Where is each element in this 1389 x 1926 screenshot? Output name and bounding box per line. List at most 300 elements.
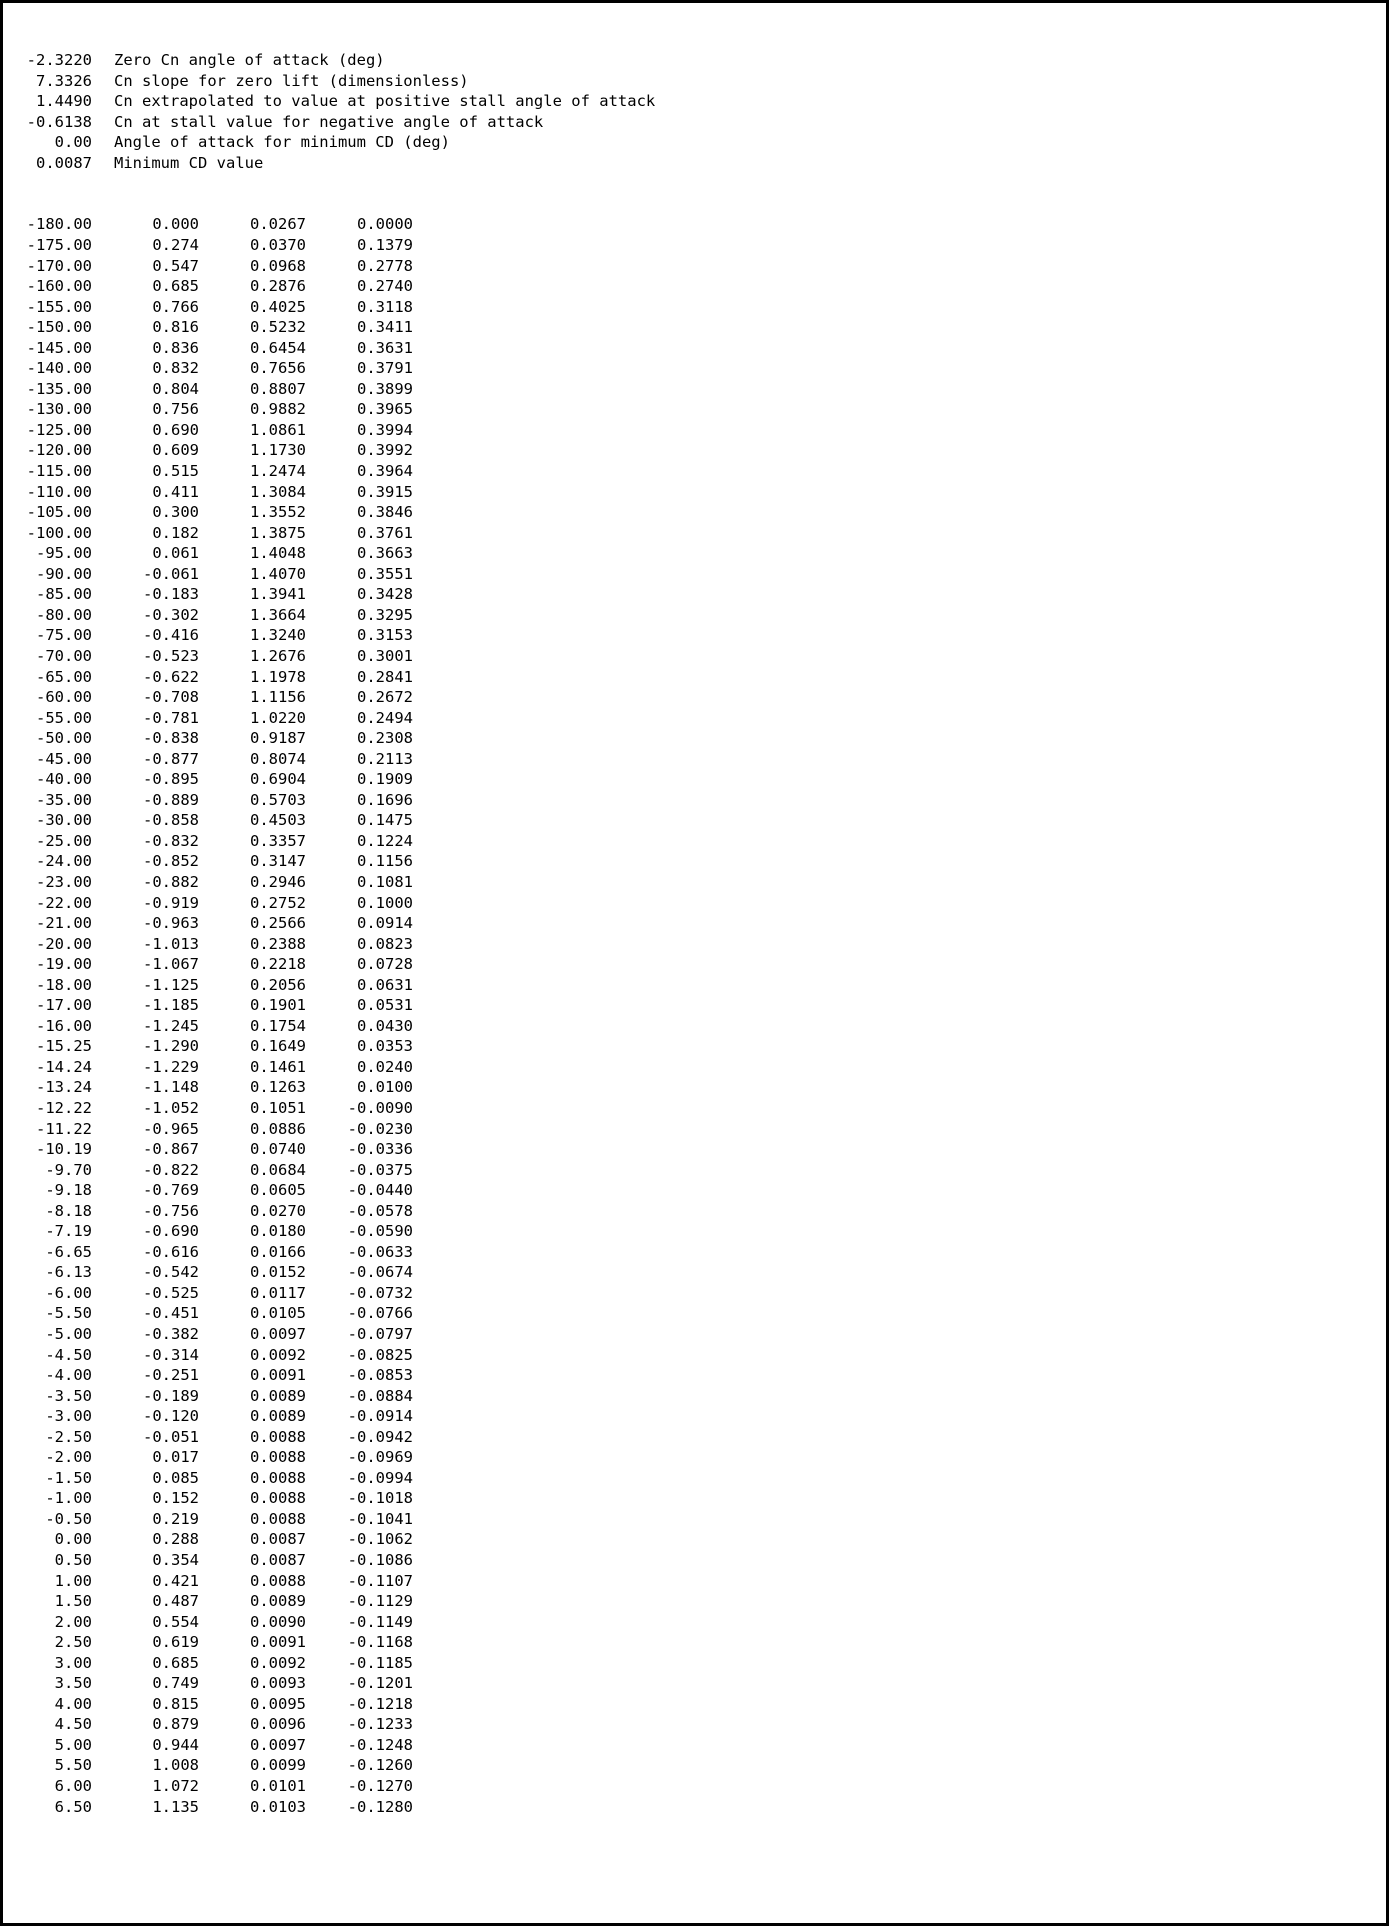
alpha-cell: 6.50	[54, 1797, 92, 1816]
cl-cell: -0.781	[143, 708, 199, 727]
table-row	[7, 893, 1386, 914]
alpha-cell: -75.00	[36, 626, 92, 645]
table-row	[7, 564, 1386, 585]
header-row	[7, 71, 1386, 92]
cd-cell: 0.2566	[250, 914, 306, 933]
cl-cell: 0.690	[152, 420, 199, 439]
cm-cell: 0.1696	[357, 790, 413, 809]
header-value: 7.3326	[36, 71, 92, 90]
cd-cell: 0.2056	[250, 975, 306, 994]
cd-cell: 1.1978	[250, 667, 306, 686]
alpha-cell: -175.00	[26, 236, 92, 255]
cm-cell: -0.1185	[347, 1653, 413, 1672]
cl-cell: 0.152	[152, 1489, 199, 1508]
cm-cell: 0.0353	[357, 1037, 413, 1056]
table-row	[7, 687, 1386, 708]
table-row	[7, 769, 1386, 790]
data-block	[7, 214, 1386, 1817]
alpha-cell: 5.00	[54, 1735, 92, 1754]
cl-cell: 0.832	[152, 359, 199, 378]
table-row	[7, 1345, 1386, 1366]
alpha-cell: -12.22	[36, 1098, 92, 1117]
alpha-cell: -19.00	[36, 955, 92, 974]
alpha-cell: -2.00	[45, 1448, 92, 1467]
cm-cell: 0.3761	[357, 523, 413, 542]
header-row	[7, 112, 1386, 133]
cd-cell: 1.1730	[250, 441, 306, 460]
table-row	[7, 1714, 1386, 1735]
cl-cell: 0.219	[152, 1509, 199, 1528]
cd-cell: 0.1649	[250, 1037, 306, 1056]
cm-cell: -0.1149	[347, 1612, 413, 1631]
cd-cell: 0.6454	[250, 338, 306, 357]
cd-cell: 0.0089	[250, 1386, 306, 1405]
table-row	[7, 276, 1386, 297]
table-row	[7, 872, 1386, 893]
table-row	[7, 954, 1386, 975]
cl-cell: -0.858	[143, 811, 199, 830]
cl-cell: -0.061	[143, 564, 199, 583]
table-row	[7, 646, 1386, 667]
cm-cell: 0.3899	[357, 379, 413, 398]
table-row	[7, 1673, 1386, 1694]
cd-cell: 1.3240	[250, 626, 306, 645]
alpha-cell: -10.19	[36, 1140, 92, 1159]
alpha-cell: -1.00	[45, 1489, 92, 1508]
cl-cell: -0.189	[143, 1386, 199, 1405]
cl-cell: 0.685	[152, 1653, 199, 1672]
alpha-cell: -22.00	[36, 893, 92, 912]
table-row	[7, 1591, 1386, 1612]
header-value: 0.00	[54, 133, 92, 152]
cl-cell: -0.523	[143, 646, 199, 665]
cd-cell: 1.3084	[250, 482, 306, 501]
cd-cell: 0.0605	[250, 1181, 306, 1200]
cm-cell: -0.0578	[347, 1201, 413, 1220]
cd-cell: 1.4070	[250, 564, 306, 583]
alpha-cell: -90.00	[36, 564, 92, 583]
alpha-cell: -85.00	[36, 585, 92, 604]
table-row	[7, 1612, 1386, 1633]
cm-cell: -0.1260	[347, 1756, 413, 1775]
cl-cell: -0.302	[143, 605, 199, 624]
cm-cell: 0.3428	[357, 585, 413, 604]
table-row	[7, 810, 1386, 831]
alpha-cell: -6.00	[45, 1283, 92, 1302]
alpha-cell: -160.00	[26, 277, 92, 296]
cm-cell: 0.3551	[357, 564, 413, 583]
cl-cell: -0.525	[143, 1283, 199, 1302]
cl-cell: 0.756	[152, 400, 199, 419]
table-row	[7, 1386, 1386, 1407]
alpha-cell: -8.18	[45, 1201, 92, 1220]
cm-cell: 0.1475	[357, 811, 413, 830]
cl-cell: -0.919	[143, 893, 199, 912]
alpha-cell: -115.00	[26, 462, 92, 481]
cd-cell: 0.0088	[250, 1489, 306, 1508]
alpha-cell: -25.00	[36, 831, 92, 850]
cd-cell: 0.2388	[250, 934, 306, 953]
cm-cell: -0.0732	[347, 1283, 413, 1302]
cd-cell: 0.0267	[250, 215, 306, 234]
alpha-cell: -17.00	[36, 996, 92, 1015]
cl-cell: -1.013	[143, 934, 199, 953]
cm-cell: -0.0994	[347, 1468, 413, 1487]
cm-cell: 0.3915	[357, 482, 413, 501]
alpha-cell: -80.00	[36, 605, 92, 624]
cl-cell: -0.183	[143, 585, 199, 604]
cl-cell: -0.963	[143, 914, 199, 933]
cd-cell: 0.0101	[250, 1777, 306, 1796]
alpha-cell: -70.00	[36, 646, 92, 665]
cm-cell: -0.0969	[347, 1448, 413, 1467]
cd-cell: 0.1754	[250, 1016, 306, 1035]
cm-cell: 0.2113	[357, 749, 413, 768]
table-row	[7, 1468, 1386, 1489]
alpha-cell: -0.50	[45, 1509, 92, 1528]
cm-cell: 0.1379	[357, 236, 413, 255]
cd-cell: 0.0097	[250, 1735, 306, 1754]
cm-cell: -0.0884	[347, 1386, 413, 1405]
cm-cell: 0.0914	[357, 914, 413, 933]
alpha-cell: -100.00	[26, 523, 92, 542]
cm-cell: 0.3118	[357, 297, 413, 316]
cd-cell: 0.3147	[250, 852, 306, 871]
alpha-cell: -120.00	[26, 441, 92, 460]
header-label: Minimum CD value	[114, 153, 264, 172]
cl-cell: -1.148	[143, 1078, 199, 1097]
alpha-cell: 6.00	[54, 1777, 92, 1796]
cd-cell: 0.1461	[250, 1057, 306, 1076]
cd-cell: 0.0092	[250, 1345, 306, 1364]
cm-cell: -0.0230	[347, 1119, 413, 1138]
cl-cell: 0.815	[152, 1694, 199, 1713]
table-row	[7, 728, 1386, 749]
table-row	[7, 1447, 1386, 1468]
table-row	[7, 708, 1386, 729]
cl-cell: -0.822	[143, 1160, 199, 1179]
header-row	[7, 50, 1386, 71]
table-row	[7, 1427, 1386, 1448]
cm-cell: -0.0674	[347, 1263, 413, 1282]
cd-cell: 1.0220	[250, 708, 306, 727]
alpha-cell: -3.00	[45, 1407, 92, 1426]
cd-cell: 0.4503	[250, 811, 306, 830]
header-label: Cn extrapolated to value at positive stall angle of attack	[114, 92, 656, 111]
cl-cell: -0.756	[143, 1201, 199, 1220]
alpha-cell: -110.00	[26, 482, 92, 501]
cl-cell: -0.832	[143, 831, 199, 850]
cm-cell: 0.3295	[357, 605, 413, 624]
cm-cell: -0.0375	[347, 1160, 413, 1179]
cd-cell: 0.0095	[250, 1694, 306, 1713]
alpha-cell: -11.22	[36, 1119, 92, 1138]
table-row	[7, 1488, 1386, 1509]
table-row	[7, 1283, 1386, 1304]
cd-cell: 0.0091	[250, 1633, 306, 1652]
alpha-cell: -7.19	[45, 1222, 92, 1241]
cd-cell: 0.0117	[250, 1283, 306, 1302]
cm-cell: 0.0728	[357, 955, 413, 974]
cd-cell: 1.1156	[250, 688, 306, 707]
cm-cell: -0.1270	[347, 1777, 413, 1796]
alpha-cell: 1.00	[54, 1571, 92, 1590]
table-row	[7, 584, 1386, 605]
alpha-cell: -135.00	[26, 379, 92, 398]
alpha-cell: -130.00	[26, 400, 92, 419]
table-row	[7, 338, 1386, 359]
table-row	[7, 214, 1386, 235]
cd-cell: 1.3941	[250, 585, 306, 604]
table-row	[7, 440, 1386, 461]
cm-cell: 0.3153	[357, 626, 413, 645]
cm-cell: 0.3791	[357, 359, 413, 378]
alpha-cell: -3.50	[45, 1386, 92, 1405]
table-row	[7, 1529, 1386, 1550]
table-row	[7, 1735, 1386, 1756]
cm-cell: 0.3965	[357, 400, 413, 419]
cl-cell: 0.515	[152, 462, 199, 481]
cd-cell: 0.0370	[250, 236, 306, 255]
alpha-cell: -60.00	[36, 688, 92, 707]
cl-cell: 0.085	[152, 1468, 199, 1487]
cl-cell: -0.852	[143, 852, 199, 871]
cl-cell: -0.838	[143, 729, 199, 748]
table-row	[7, 1119, 1386, 1140]
cm-cell: 0.3411	[357, 318, 413, 337]
alpha-cell: 2.50	[54, 1633, 92, 1652]
cl-cell: 0.685	[152, 277, 199, 296]
cm-cell: 0.2308	[357, 729, 413, 748]
table-row	[7, 1365, 1386, 1386]
cl-cell: 0.354	[152, 1551, 199, 1570]
header-label: Cn at stall value for negative angle of attack	[114, 112, 544, 131]
cl-cell: -0.622	[143, 667, 199, 686]
cm-cell: 0.0240	[357, 1057, 413, 1076]
table-row	[7, 399, 1386, 420]
cl-cell: -0.542	[143, 1263, 199, 1282]
alpha-cell: -6.65	[45, 1242, 92, 1261]
table-row	[7, 975, 1386, 996]
cl-cell: -1.067	[143, 955, 199, 974]
cm-cell: 0.2841	[357, 667, 413, 686]
table-row	[7, 1036, 1386, 1057]
table-row	[7, 790, 1386, 811]
cm-cell: -0.0853	[347, 1366, 413, 1385]
table-row	[7, 831, 1386, 852]
cm-cell: -0.0440	[347, 1181, 413, 1200]
cd-cell: 0.0090	[250, 1612, 306, 1631]
cd-cell: 0.5232	[250, 318, 306, 337]
cm-cell: -0.0914	[347, 1407, 413, 1426]
cl-cell: 0.554	[152, 1612, 199, 1631]
table-row	[7, 1201, 1386, 1222]
alpha-cell: -105.00	[26, 503, 92, 522]
alpha-cell: -16.00	[36, 1016, 92, 1035]
alpha-cell: -30.00	[36, 811, 92, 830]
table-row	[7, 523, 1386, 544]
table-row	[7, 1776, 1386, 1797]
cd-cell: 0.0099	[250, 1756, 306, 1775]
cm-cell: -0.0825	[347, 1345, 413, 1364]
cl-cell: -1.125	[143, 975, 199, 994]
cm-cell: 0.0531	[357, 996, 413, 1015]
cl-cell: -0.708	[143, 688, 199, 707]
table-row	[7, 1509, 1386, 1530]
alpha-cell: -5.50	[45, 1304, 92, 1323]
cd-cell: 0.0089	[250, 1407, 306, 1426]
cl-cell: 0.944	[152, 1735, 199, 1754]
cm-cell: 0.3846	[357, 503, 413, 522]
header-label: Angle of attack for minimum CD (deg)	[114, 133, 450, 152]
table-row	[7, 1571, 1386, 1592]
alpha-cell: -9.18	[45, 1181, 92, 1200]
cm-cell: -0.1107	[347, 1571, 413, 1590]
cl-cell: 0.619	[152, 1633, 199, 1652]
cd-cell: 0.8807	[250, 379, 306, 398]
table-row	[7, 1303, 1386, 1324]
cm-cell: -0.1018	[347, 1489, 413, 1508]
alpha-cell: -4.50	[45, 1345, 92, 1364]
table-row	[7, 1077, 1386, 1098]
cd-cell: 0.0089	[250, 1592, 306, 1611]
table-row	[7, 605, 1386, 626]
cd-cell: 0.7656	[250, 359, 306, 378]
cd-cell: 0.3357	[250, 831, 306, 850]
cl-cell: 0.487	[152, 1592, 199, 1611]
cd-cell: 0.0088	[250, 1509, 306, 1528]
cd-cell: 0.0968	[250, 256, 306, 275]
coefficient-listing	[3, 9, 1386, 1858]
alpha-cell: 4.00	[54, 1694, 92, 1713]
alpha-cell: -9.70	[45, 1160, 92, 1179]
table-row	[7, 1694, 1386, 1715]
table-row	[7, 851, 1386, 872]
header-label: Cn slope for zero lift (dimensionless)	[114, 71, 469, 90]
cd-cell: 0.0096	[250, 1715, 306, 1734]
cm-cell: -0.0766	[347, 1304, 413, 1323]
alpha-cell: 4.50	[54, 1715, 92, 1734]
cm-cell: 0.0631	[357, 975, 413, 994]
cl-cell: -0.867	[143, 1140, 199, 1159]
cd-cell: 1.2474	[250, 462, 306, 481]
table-row	[7, 502, 1386, 523]
cd-cell: 0.0270	[250, 1201, 306, 1220]
alpha-cell: -1.50	[45, 1468, 92, 1487]
cl-cell: -0.051	[143, 1427, 199, 1446]
table-row	[7, 1550, 1386, 1571]
cd-cell: 0.0092	[250, 1653, 306, 1672]
cd-cell: 0.0684	[250, 1160, 306, 1179]
alpha-cell: -125.00	[26, 420, 92, 439]
table-row	[7, 913, 1386, 934]
table-row	[7, 1139, 1386, 1160]
alpha-cell: -65.00	[36, 667, 92, 686]
cd-cell: 1.3664	[250, 605, 306, 624]
cd-cell: 0.2218	[250, 955, 306, 974]
cl-cell: 0.300	[152, 503, 199, 522]
cd-cell: 0.2752	[250, 893, 306, 912]
cd-cell: 0.0103	[250, 1797, 306, 1816]
cd-cell: 0.1901	[250, 996, 306, 1015]
header-block	[7, 50, 1386, 173]
cd-cell: 0.0886	[250, 1119, 306, 1138]
table-row	[7, 256, 1386, 277]
cm-cell: -0.1041	[347, 1509, 413, 1528]
table-row	[7, 1160, 1386, 1181]
cl-cell: -1.185	[143, 996, 199, 1015]
table-row	[7, 625, 1386, 646]
cm-cell: -0.1280	[347, 1797, 413, 1816]
cl-cell: -0.451	[143, 1304, 199, 1323]
cm-cell: 0.3001	[357, 646, 413, 665]
cl-cell: -0.251	[143, 1366, 199, 1385]
cd-cell: 0.0180	[250, 1222, 306, 1241]
header-label: Zero Cn angle of attack (deg)	[114, 51, 385, 70]
cd-cell: 0.0088	[250, 1448, 306, 1467]
table-row	[7, 749, 1386, 770]
header-value: 1.4490	[36, 92, 92, 111]
table-row	[7, 1016, 1386, 1037]
alpha-cell: -170.00	[26, 256, 92, 275]
cl-cell: -0.882	[143, 872, 199, 891]
cl-cell: -0.616	[143, 1242, 199, 1261]
table-row	[7, 461, 1386, 482]
cl-cell: 1.135	[152, 1797, 199, 1816]
cl-cell: -0.895	[143, 770, 199, 789]
cl-cell: 0.816	[152, 318, 199, 337]
alpha-cell: -20.00	[36, 934, 92, 953]
cm-cell: -0.0090	[347, 1098, 413, 1117]
alpha-cell: -5.00	[45, 1325, 92, 1343]
table-row	[7, 995, 1386, 1016]
table-row	[7, 297, 1386, 318]
cd-cell: 0.1263	[250, 1078, 306, 1097]
cd-cell: 0.0152	[250, 1263, 306, 1282]
cl-cell: 0.766	[152, 297, 199, 316]
table-row	[7, 1242, 1386, 1263]
cl-cell: -0.120	[143, 1407, 199, 1426]
cl-cell: 0.421	[152, 1571, 199, 1590]
table-row	[7, 1324, 1386, 1345]
alpha-cell: -23.00	[36, 872, 92, 891]
alpha-cell: -6.13	[45, 1263, 92, 1282]
cd-cell: 1.3875	[250, 523, 306, 542]
cl-cell: -0.965	[143, 1119, 199, 1138]
cm-cell: -0.0797	[347, 1325, 413, 1343]
cl-cell: -1.245	[143, 1016, 199, 1035]
alpha-cell: -155.00	[26, 297, 92, 316]
cd-cell: 0.0093	[250, 1674, 306, 1693]
cl-cell: -0.314	[143, 1345, 199, 1364]
alpha-cell: 0.00	[54, 1530, 92, 1549]
alpha-cell: -50.00	[36, 729, 92, 748]
table-row	[7, 420, 1386, 441]
alpha-cell: -21.00	[36, 914, 92, 933]
alpha-cell: -24.00	[36, 852, 92, 871]
cd-cell: 0.0105	[250, 1304, 306, 1323]
cd-cell: 0.0097	[250, 1325, 306, 1343]
cm-cell: -0.0942	[347, 1427, 413, 1446]
cd-cell: 1.4048	[250, 544, 306, 563]
alpha-cell: 3.50	[54, 1674, 92, 1693]
cm-cell: 0.0430	[357, 1016, 413, 1035]
cm-cell: -0.1168	[347, 1633, 413, 1652]
cl-cell: 0.804	[152, 379, 199, 398]
cd-cell: 0.0088	[250, 1468, 306, 1487]
cm-cell: 0.1156	[357, 852, 413, 871]
cm-cell: 0.2494	[357, 708, 413, 727]
